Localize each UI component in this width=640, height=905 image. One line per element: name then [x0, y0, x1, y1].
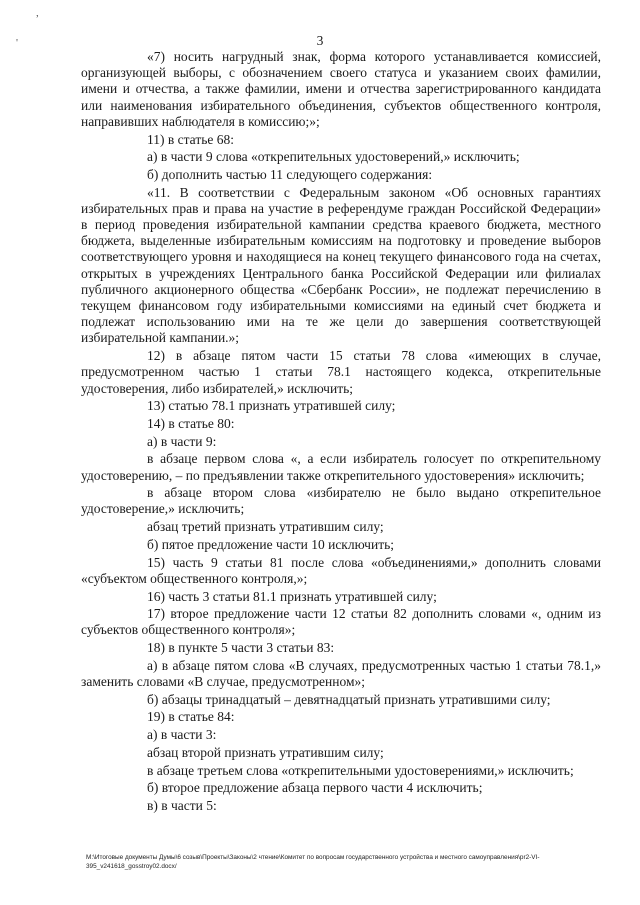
paragraph: а) в части 9:: [147, 433, 217, 449]
paragraph: абзац третий признать утратившим силу;: [147, 519, 384, 535]
file-path-footer: [86, 853, 616, 871]
paragraph: б) дополнить частью 11 следующего содержания:: [147, 166, 433, 182]
paragraph: б) пятое предложение части 10 исключить;: [147, 536, 394, 552]
paragraph: 19) в статье 84:: [147, 709, 235, 725]
paragraph: 11) в статье 68:: [147, 131, 234, 147]
margin-mark-2: ': [16, 37, 18, 49]
paragraph: а) в абзаце пятом слова «В случаях, предусмотренных частью 1 статьи 78.1,» заменить словами «В случае, предусмотренном»;: [81, 657, 601, 690]
paragraph: а) в части 3:: [147, 727, 217, 743]
footer-line: 395_v241618_gosstroy02.docx/: [86, 863, 177, 870]
document-body: [81, 49, 601, 816]
paragraph: 12) в абзаце пятом части 15 статьи 78 слова «имеющих в случае, предусмотренном частью 1 статьи 78.1 настоящего кодекса, открепительные удостоверения, либо избирателей,» исключить;: [81, 348, 601, 396]
paragraph: в абзаце втором слова «избирателю не было выдано открепительное удостоверение,» исключить;: [81, 485, 601, 517]
paragraph: б) абзацы тринадцатый – девятнадцатый признать утратившими силу;: [147, 691, 551, 707]
paragraph: б) второе предложение абзаца первого части 4 исключить;: [147, 780, 483, 796]
paragraph: в абзаце первом слова «, а если избиратель голосует по открепительному удостоверению, – по предъявлении также открепительного удостоверения» исключить;: [81, 451, 601, 483]
paragraph: 15) часть 9 статьи 81 после слова «объединениями,» дополнить словами «субъектом общественного контроля,»;: [81, 554, 601, 586]
footer-line: M:\Итоговые документы Думы\6 созыв\Проекты\Законы\2 чтение\Комитет по вопросам государственного устройства и местного самоуправления\pr2-VI-: [86, 854, 540, 861]
paragraph: 17) второе предложение части 12 статьи 82 дополнить словами «, одним из субъектов общественного контроля»;: [81, 606, 601, 638]
paragraph: «11. В соответствии с Федеральным законом «Об основных гарантиях избирательных прав и права на участие в референдуме граждан Российской Федерации» в период проведения избирательной кампании средства краевого бюджета, местного бюджета, выделенные избирательным комиссиям на подготовку и проведение выборов соответствующего уровня и находящиеся на конец текущего финансового года на счетах, открытых в учреждениях Центрального банка Российской Федерации или филиалах публичного акционерного общества «Сбербанк России», не подлежат перечислению в текущем финансовом году избирательными комиссиями на единый счет бюджета и подлежат использованию ими на те же цели до завершения соответствующей избирательной кампании.»;: [81, 184, 601, 346]
paragraph: 14) в статье 80:: [147, 415, 235, 431]
margin-mark-1: ,: [36, 7, 39, 19]
paragraph: абзац второй признать утратившим силу;: [147, 744, 384, 760]
paragraph: 16) часть 3 статьи 81.1 признать утратившей силу;: [147, 588, 437, 604]
paragraph: в) в части 5:: [147, 797, 217, 813]
paragraph: 13) статью 78.1 признать утратившей силу;: [147, 398, 396, 414]
paragraph: в абзаце третьем слова «открепительными удостоверениями,» исключить;: [147, 762, 574, 778]
page-number: 3: [316, 33, 324, 48]
paragraph: «7) носить нагрудный знак, форма которого устанавливается комиссией, организующей выборы, с обозначением своего статуса и указанием своих фамилии, имени и отчества, а также фамилии, имени и отчества зарегистрированного кандидата или наименования избирательного объединения, субъектов общественного контроля, направивших наблюдателя в комиссию;»;: [81, 49, 601, 129]
paragraph: 18) в пункте 5 части 3 статьи 83:: [147, 640, 335, 656]
paragraph: а) в части 9 слова «открепительных удостоверений,» исключить;: [147, 149, 520, 165]
